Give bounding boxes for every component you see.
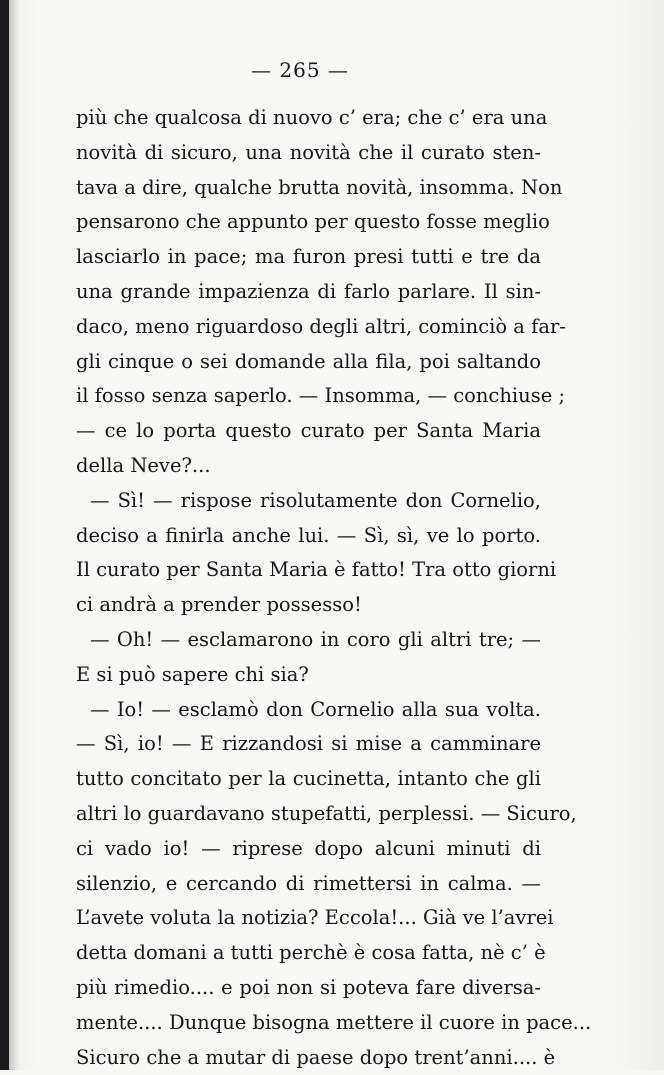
text-line: gli cinque o sei domande alla fila, poi saltando (76, 349, 541, 373)
text-line: Sicuro che a mutar di paese dopo trent’anni.... è (76, 1045, 556, 1069)
page-number: — 265 — (251, 58, 349, 82)
text-line: — ce lo porta questo curato per Santa Maria (76, 419, 541, 443)
text-line: — Oh! — esclamarono in coro gli altri tre; — (90, 627, 541, 651)
text-line: detta domani a tutti perchè è cosa fatta, nè c’ è (76, 941, 546, 965)
text-line: il fosso senza saperlo. — Insomma, — conchiuse ; (76, 384, 566, 408)
spine-shadow (9, 0, 19, 1070)
text-line: tava a dire, qualche brutta novità, insomma. Non (76, 175, 563, 199)
text-line: più che qualcosa di nuovo c’ era; che c’ era una (76, 106, 548, 129)
text-line: — Io! — esclamò don Cornelio alla sua volta. (90, 697, 541, 721)
text-line: pensarono che appunto per questo fosse meglio (76, 210, 550, 234)
book-spine-edge (0, 0, 9, 1070)
text-line: della Neve?... (76, 453, 211, 477)
text-line: ci andrà a prender possesso! (76, 593, 362, 617)
text-line: ci vado io! — riprese dopo alcuni minuti di (76, 836, 541, 860)
text-line: altri lo guardavano stupefatti, perplessi. — Sicuro, (76, 801, 577, 825)
text-line: — Sì! — rispose risolutamente don Cornelio, (90, 488, 541, 512)
text-line: più rimedio.... e poi non si poteva fare diversa- (76, 975, 541, 999)
body-text (76, 101, 592, 1075)
text-line: daco, meno riguardoso degli altri, cominciò a far- (76, 314, 566, 338)
text-line: tutto concitato per la cucinetta, intanto che gli (76, 767, 541, 791)
text-line: deciso a finirla anche lui. — Sì, sì, ve lo porto. (76, 523, 541, 547)
text-line: E si può sapere chi sia? (76, 662, 309, 686)
text-line: una grande impazienza di farlo parlare. Il sin- (76, 279, 541, 303)
text-line: Il curato per Santa Maria è fatto! Tra otto giorni (76, 558, 557, 582)
text-line: novità di sicuro, una novità che il curato sten- (76, 140, 541, 164)
text-line: silenzio, e cercando di rimettersi in calma. — (76, 871, 541, 895)
text-line: lasciarlo in pace; ma furon presi tutti e tre da (76, 245, 541, 269)
text-line: L’avete voluta la notizia? Eccola!... Già ve l’avrei (76, 906, 554, 930)
text-line: — Sì, io! — E rizzandosi si mise a camminare (76, 732, 541, 756)
text-line: mente.... Dunque bisogna mettere il cuore in pace... (76, 1010, 592, 1034)
